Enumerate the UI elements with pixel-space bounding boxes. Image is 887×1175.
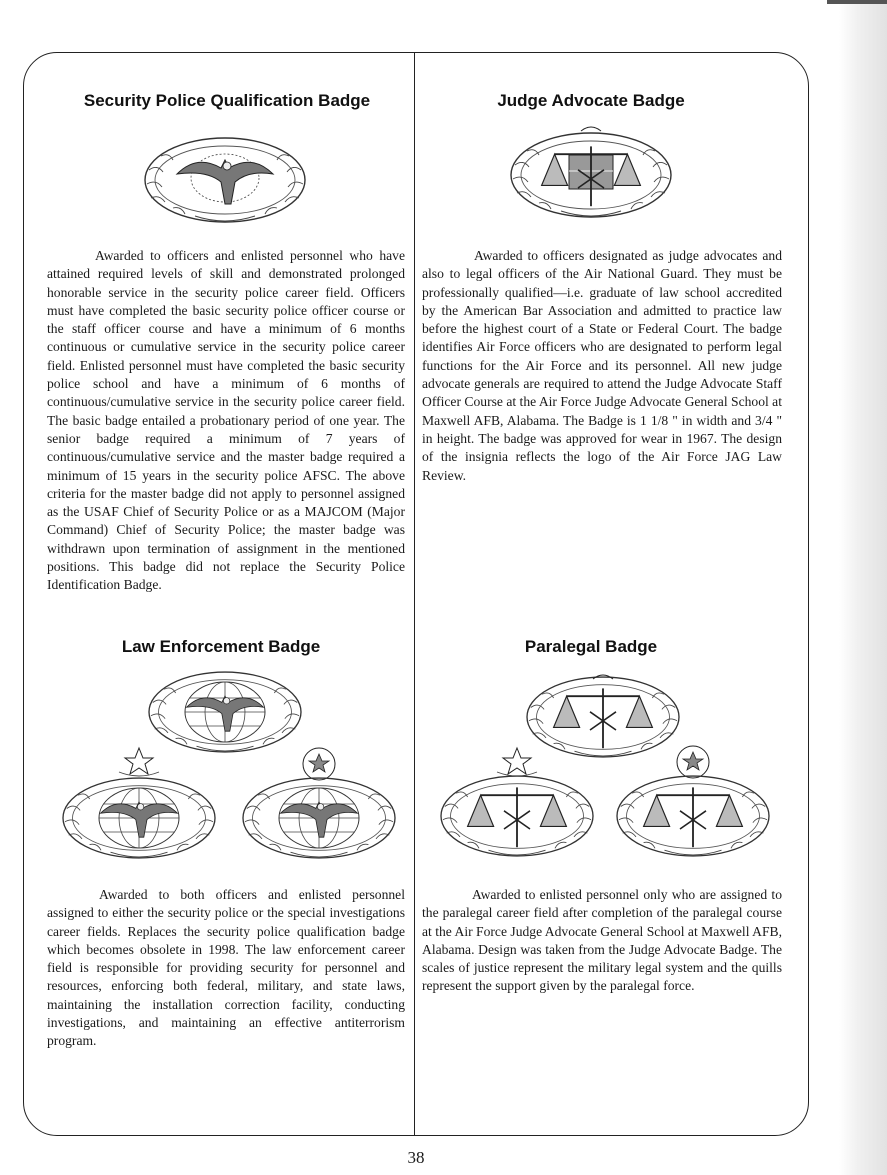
section-body: Awarded to officers and enlisted personnel who have attained required levels of skill and demonstrated prolonged honorable service in the security police career field. Officers must have completed the basic security police officer course or the staff officer course and have a minimum of 6 months continuous or cumulative service in the security police career field. Enlisted personnel must have completed the basic security police school and have a minimum of 6 months of continuous/cumulative service in the security police career field. The basic badge entailed a probationary period of one year. The senior badge required a minimum of 7 years of continuous/cumulative service and the master badge required a minimum of 15 years in the security police AFSC. The above criteria for the master badge did not apply to personnel assigned as the USAF Chief of Security Police or as a MAJCOM (Major Command) Chief of Security Police; the master badge was withdrawn upon termination of assignment in the mentioned positions. This badge did not replace the Security Police Identification Badge. <box>47 248 405 593</box>
paralegal-senior-badge-image <box>437 742 597 862</box>
section-law-enforcement <box>40 637 402 657</box>
section-paralegal <box>420 637 762 657</box>
section-body: Awarded to officers designated as judge advocates and also to legal officers of the Air National Guard. They must be professionally qualified—i.e. graduate of law school accredited by the American Bar Association and admitted to practice law before the highest court of a State or Federal Court. The badge identifies Air Force officers who are designated to perform legal functions for the Air Force and its personnel. All new judge advocate generals are required to attend the Judge Advocate Staff Officer Course at the Air Force Judge Advocate General School at Maxwell AFB, Alabama. The Badge is 1 1/8 " in width and 3/4 " in height. The badge was approved for wear in 1967. The design of the insignia reflects the logo of the Air Force JAG Law Review. <box>422 248 782 483</box>
law-enforcement-senior-badge-image <box>58 744 220 864</box>
page-edge-mark <box>827 0 887 4</box>
section-title: Security Police Qualification Badge <box>83 91 371 110</box>
column-divider <box>414 52 415 1136</box>
page-number: 38 <box>407 1148 425 1167</box>
paralegal-master-badge-image <box>613 742 773 862</box>
section-body: Awarded to both officers and enlisted personnel assigned to either the security police or the special investigations career fields. Replaces the security police qualification badge which becomes obsolete in 1998. The law enforcement career field is responsible for providing security for personnel and resources, enforcing both federal, military, and state laws, maintaining the installation correction facility, conducting investigations, and maintaining an effective antiterrorism program. <box>47 887 405 1049</box>
section-title: Law Enforcement Badge <box>121 637 321 656</box>
section-security-police <box>46 91 408 111</box>
section-judge-advocate <box>420 91 762 111</box>
law-enforcement-basic-badge-image <box>145 668 305 756</box>
page-edge-shadow <box>839 0 887 1175</box>
security-police-badge-image <box>140 133 310 228</box>
section-body: Awarded to enlisted personnel only who are assigned to the paralegal career field after completion of the paralegal course at the Air Force Judge Advocate General School at Maxwell AFB, Alabama. Design was taken from the Judge Advocate Badge. The scales of justice represent the military legal system and the quills represent the support given by the paralegal force. <box>422 887 782 994</box>
section-title: Paralegal Badge <box>524 637 658 656</box>
section-title: Judge Advocate Badge <box>497 91 685 110</box>
judge-advocate-badge-image <box>506 124 676 226</box>
law-enforcement-master-badge-image <box>238 744 400 864</box>
